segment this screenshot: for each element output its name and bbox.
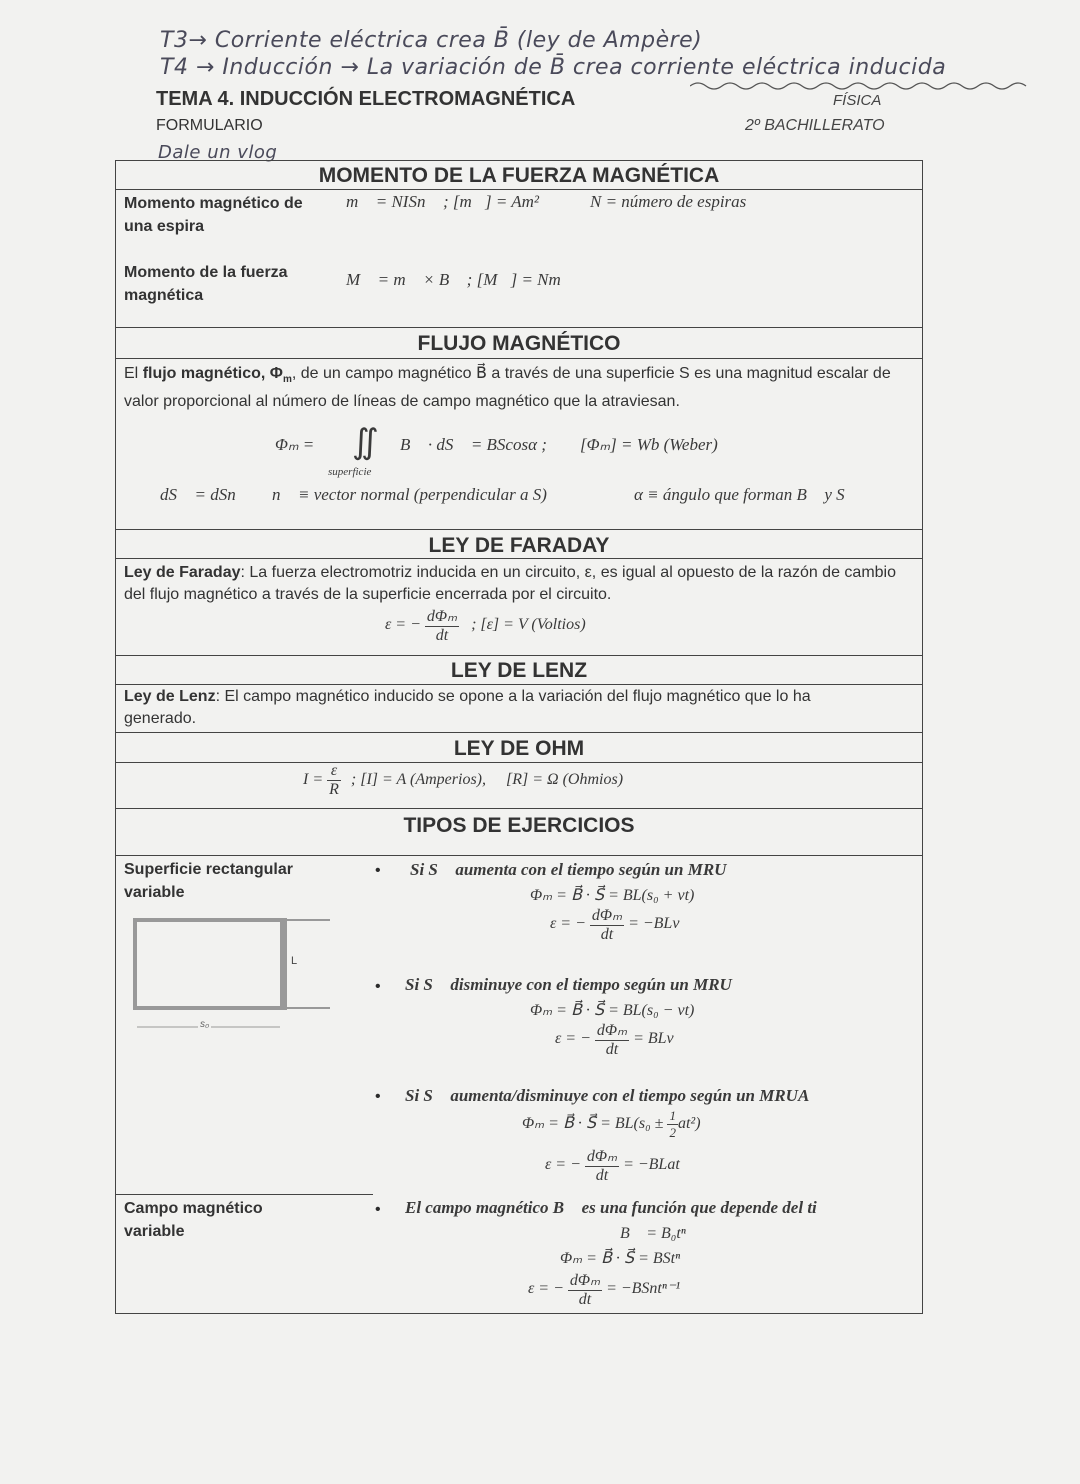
divider bbox=[115, 327, 923, 328]
case-1-lhs: ε = − bbox=[550, 915, 586, 933]
case-2-flux: Φₘ = B⃗ · S⃗ = BL(s₀ − vt) bbox=[530, 1002, 695, 1019]
case-3-half: $\frac{1}{2}$ bbox=[669, 1108, 676, 1140]
course-label: 2º BACHILLERATO bbox=[745, 117, 885, 134]
case-3-lhs: ε = − bbox=[545, 1156, 581, 1174]
faraday-description bbox=[124, 562, 914, 606]
label-superficie-rectangular: Superficie rectangular variable bbox=[124, 861, 293, 901]
page-title: TEMA 4. INDUCCIÓN ELECTROMAGNÉTICA bbox=[156, 88, 576, 110]
case-3-flux bbox=[522, 1108, 701, 1141]
divider bbox=[115, 684, 923, 685]
case-3-flux-a: Φₘ = B⃗ · S⃗ = BL(s₀ ± bbox=[522, 1115, 664, 1133]
divider bbox=[115, 558, 923, 559]
section-title-faraday: LEY DE FARADAY bbox=[428, 534, 610, 557]
case-3-emf bbox=[545, 1146, 680, 1185]
label-campo-variable: Campo magnético variable bbox=[124, 1200, 263, 1240]
case-1-rhs: = −BLv bbox=[628, 915, 680, 933]
case-4-flux: Φₘ = B⃗ · S⃗ = BStⁿ bbox=[560, 1250, 681, 1267]
case-2-heading: Si S⃗ disminuye con el tiempo según un MRU bbox=[405, 975, 732, 994]
flujo-integral: ∬ bbox=[352, 424, 379, 461]
bullet: • bbox=[375, 1088, 381, 1105]
case-3-fraction: $\frac{\text{dΦₘ}}{dt}$ bbox=[586, 1148, 618, 1184]
formula-momento-fuerza: M⃗ = m⃗ × B⃗ ; [M⃗] = Nm bbox=[346, 270, 561, 289]
section-title-ohm: LEY DE OHM bbox=[453, 737, 585, 760]
bullet: • bbox=[375, 978, 381, 995]
case-2-lhs: ε = − bbox=[555, 1030, 591, 1048]
section-title-momento: MOMENTO DE LA FUERZA MAGNÉTICA bbox=[318, 164, 720, 187]
flujo-normal: n⃗ ≡ vector normal (perpendicular a S) bbox=[272, 485, 547, 504]
flujo-desc-bold: flujo magnético, $\Phi_m$ bbox=[142, 365, 292, 386]
flujo-unit: [Φₘ] = Wb (Weber) bbox=[580, 435, 718, 454]
case-2-emf bbox=[555, 1020, 674, 1059]
case-3-rhs: = −BLat bbox=[623, 1156, 680, 1174]
case-1-fraction: $\frac{\text{dΦₘ}}{dt}$ bbox=[591, 907, 623, 943]
handwritten-line-2 bbox=[160, 55, 946, 80]
lenz-bold: Ley de Lenz bbox=[124, 688, 216, 705]
ohm-lhs: I = bbox=[303, 771, 324, 789]
divider bbox=[115, 529, 923, 530]
handwritten-underline bbox=[690, 80, 1030, 92]
handwritten-line-2-a: T4 → Inducción → La variación de bbox=[160, 55, 543, 80]
subject-label: FÍSICA bbox=[833, 92, 882, 109]
divider bbox=[115, 358, 923, 359]
divider bbox=[115, 732, 923, 733]
handwritten-line-2-c: crea corriente eléctrica inducida bbox=[572, 55, 947, 80]
case-3-heading: Si S⃗ aumenta/disminuye con el tiempo según un MRUA bbox=[405, 1086, 810, 1105]
faraday-fraction: $\frac{\text{dΦₘ}}{dt}$ bbox=[426, 608, 458, 644]
case-4-emf bbox=[528, 1270, 680, 1309]
divider bbox=[115, 808, 923, 809]
formula-momento-magnetico: m⃗ = NISn⃗ ; [m⃗] = Am² bbox=[346, 192, 540, 211]
divider bbox=[115, 655, 923, 656]
bullet: • bbox=[375, 1201, 381, 1218]
case-2-fraction: $\frac{\text{dΦₘ}}{dt}$ bbox=[596, 1022, 628, 1058]
page-subtitle: FORMULARIO bbox=[156, 117, 263, 134]
bullet: • bbox=[375, 862, 381, 879]
ohm-formula bbox=[303, 762, 623, 799]
flujo-integral-sub: superficie bbox=[328, 466, 372, 478]
flujo-desc-b: , de un campo magnético B⃗ a través de una superficie S es una magnitud escalar de valor proporcional al número de líneas de campo magnético que la atraviesan. bbox=[124, 365, 891, 411]
flujo-phi: Φₘ = bbox=[275, 435, 315, 454]
case-4-heading: El campo magnético B⃗ es una función que depende del ti bbox=[405, 1198, 817, 1217]
case-4-fraction: $\frac{\text{dΦₘ}}{dt}$ bbox=[569, 1272, 601, 1308]
diagram-label-L: L bbox=[291, 955, 298, 967]
faraday-unit: ; [ε] = V (Voltios) bbox=[471, 616, 586, 634]
divider bbox=[115, 1194, 373, 1195]
case-1-heading: Si S⃗ aumenta con el tiempo según un MRU bbox=[410, 860, 727, 879]
case-4-lhs: ε = − bbox=[528, 1280, 564, 1298]
flujo-formula: B⃗ · dS⃗ = BScosα ; bbox=[400, 435, 547, 454]
divider bbox=[115, 855, 923, 856]
case-2-rhs: = BLv bbox=[633, 1030, 674, 1048]
ohm-rest: ; [I] = A (Amperios), [R] = Ω (Ohmios) bbox=[350, 771, 624, 789]
ohm-fraction: $\frac{\varepsilon}{R}$ bbox=[329, 762, 339, 798]
faraday-bold: Ley de Faraday bbox=[124, 564, 241, 581]
note-numero-espiras: N = número de espiras bbox=[590, 192, 747, 211]
section-title-lenz: LEY DE LENZ bbox=[450, 659, 588, 682]
flujo-angle: α ≡ ángulo que forman B⃗ y S⃗ bbox=[634, 485, 858, 504]
case-4-rhs: = −BSntⁿ⁻¹ bbox=[606, 1280, 681, 1298]
flujo-ds: dS⃗ = dSn⃗ bbox=[160, 485, 249, 504]
handwritten-line-2-b: B̄ bbox=[549, 55, 566, 80]
label-momento-magnetico: Momento magnético de una espira bbox=[124, 195, 303, 235]
faraday-desc: : La fuerza electromotriz inducida en un circuito, ε, es igual al opuesto de la razón de cambio del flujo magnético a través de la superficie encerrada por el circuito. bbox=[124, 564, 896, 603]
label-momento-fuerza: Momento de la fuerza magnética bbox=[124, 264, 288, 304]
case-1-flux: Φₘ = B⃗ · S⃗ = BL(s₀ + vt) bbox=[530, 887, 695, 904]
faraday-formula bbox=[385, 606, 586, 645]
flujo-desc-a: El bbox=[124, 365, 139, 382]
section-title-tipos: TIPOS DE EJERCICIOS bbox=[403, 814, 635, 837]
lenz-desc: : El campo magnético inducido se opone a la variación del flujo magnético que lo ha generado. bbox=[124, 688, 811, 727]
handwritten-line-1: T3→ Corriente eléctrica crea B̄ (ley de Ampère) bbox=[160, 28, 703, 53]
diagram-label-s0: s₀ bbox=[200, 1019, 210, 1030]
case-4-field: B⃗ = B₀tⁿ bbox=[620, 1225, 686, 1242]
rectangular-circuit-diagram bbox=[130, 915, 340, 1035]
handwritten-note: Dale un vlog bbox=[158, 142, 278, 163]
case-3-flux-b: at²) bbox=[677, 1115, 701, 1133]
divider bbox=[115, 189, 923, 190]
flujo-description bbox=[124, 363, 914, 413]
lenz-description bbox=[124, 686, 884, 730]
section-title-flujo: FLUJO MAGNÉTICO bbox=[417, 332, 621, 355]
faraday-lhs: ε = − bbox=[385, 616, 421, 634]
case-1-emf bbox=[550, 905, 679, 944]
